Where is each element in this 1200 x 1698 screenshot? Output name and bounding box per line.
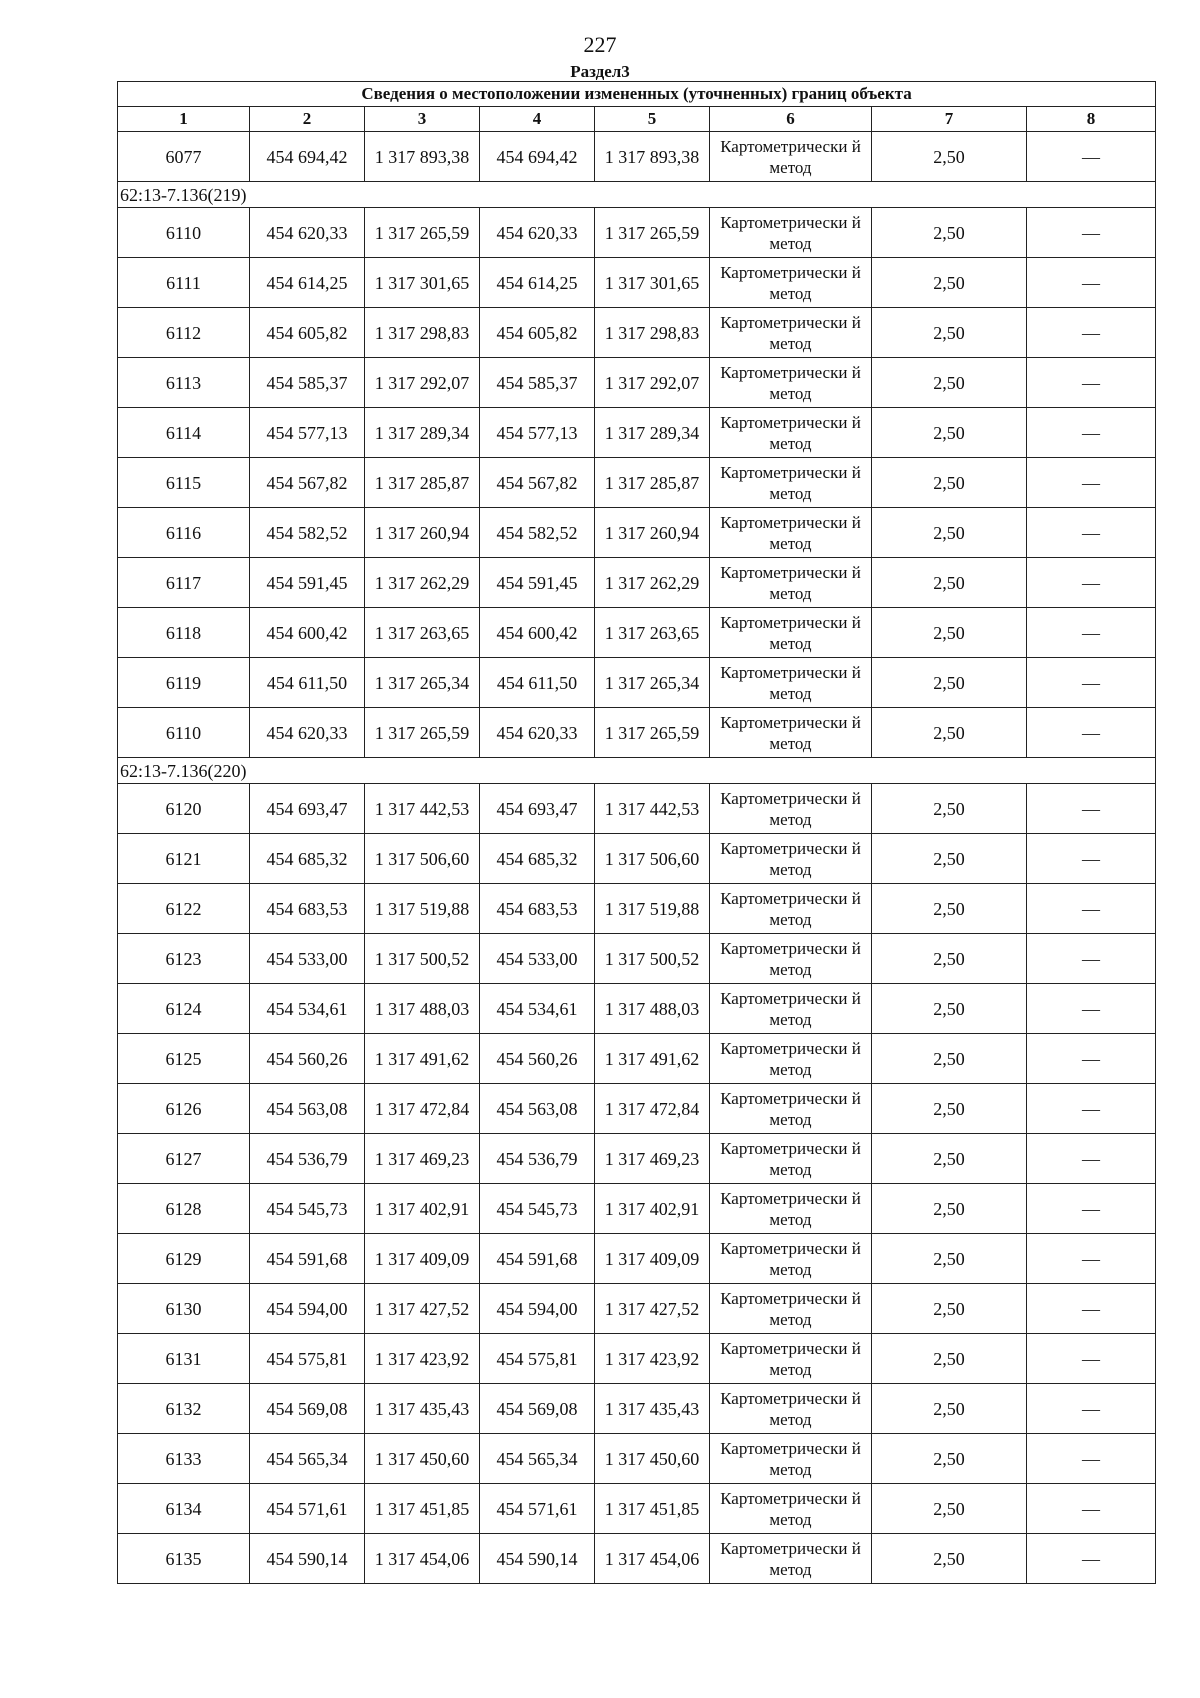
- point-number-cell: 6120: [118, 784, 250, 834]
- y-new-coord-cell: 1 317 298,83: [595, 308, 710, 358]
- point-number-cell: 6077: [118, 132, 250, 182]
- point-number-cell: 6131: [118, 1334, 250, 1384]
- method-cell: Картометрически й метод: [710, 208, 872, 258]
- method-cell: Картометрически й метод: [710, 1484, 872, 1534]
- y-coord-cell: 1 317 262,29: [365, 558, 480, 608]
- y-new-coord-cell: 1 317 506,60: [595, 834, 710, 884]
- method-cell: Картометрически й метод: [710, 1134, 872, 1184]
- y-coord-cell: 1 317 298,83: [365, 308, 480, 358]
- method-cell: Картометрически й метод: [710, 508, 872, 558]
- accuracy-cell: 2,50: [872, 658, 1027, 708]
- y-new-coord-cell: 1 317 301,65: [595, 258, 710, 308]
- point-number-cell: 6129: [118, 1234, 250, 1284]
- note-cell: —: [1027, 358, 1156, 408]
- header-row: [118, 107, 1156, 132]
- note-cell: —: [1027, 208, 1156, 258]
- point-number-cell: 6132: [118, 1384, 250, 1434]
- x-coord-cell: 454 565,34: [250, 1434, 365, 1484]
- accuracy-cell: 2,50: [872, 984, 1027, 1034]
- x-coord-cell: 454 585,37: [250, 358, 365, 408]
- method-cell: Картометрически й метод: [710, 1184, 872, 1234]
- table-row: [118, 658, 1156, 708]
- accuracy-cell: 2,50: [872, 1434, 1027, 1484]
- table-row: [118, 934, 1156, 984]
- y-new-coord-cell: 1 317 491,62: [595, 1034, 710, 1084]
- y-coord-cell: 1 317 260,94: [365, 508, 480, 558]
- table-row: [118, 132, 1156, 182]
- y-new-coord-cell: 1 317 454,06: [595, 1534, 710, 1584]
- accuracy-cell: 2,50: [872, 884, 1027, 934]
- table-row: [118, 1084, 1156, 1134]
- accuracy-cell: 2,50: [872, 608, 1027, 658]
- table-row: [118, 1334, 1156, 1384]
- accuracy-cell: 2,50: [872, 1334, 1027, 1384]
- x-coord-cell: 454 560,26: [250, 1034, 365, 1084]
- note-cell: —: [1027, 1234, 1156, 1284]
- table-row: [118, 258, 1156, 308]
- y-coord-cell: 1 317 427,52: [365, 1284, 480, 1334]
- x-new-coord-cell: 454 565,34: [480, 1434, 595, 1484]
- column-header: 2: [250, 107, 365, 132]
- method-cell: Картометрически й метод: [710, 258, 872, 308]
- column-header: 7: [872, 107, 1027, 132]
- method-cell: Картометрически й метод: [710, 658, 872, 708]
- x-coord-cell: 454 534,61: [250, 984, 365, 1034]
- column-header: 8: [1027, 107, 1156, 132]
- x-new-coord-cell: 454 590,14: [480, 1534, 595, 1584]
- x-new-coord-cell: 454 533,00: [480, 934, 595, 984]
- method-cell: Картометрически й метод: [710, 308, 872, 358]
- x-new-coord-cell: 454 571,61: [480, 1484, 595, 1534]
- x-new-coord-cell: 454 605,82: [480, 308, 595, 358]
- y-new-coord-cell: 1 317 260,94: [595, 508, 710, 558]
- accuracy-cell: 2,50: [872, 784, 1027, 834]
- x-coord-cell: 454 611,50: [250, 658, 365, 708]
- x-coord-cell: 454 693,47: [250, 784, 365, 834]
- y-coord-cell: 1 317 289,34: [365, 408, 480, 458]
- note-cell: —: [1027, 408, 1156, 458]
- group-label: 62:13-7.136(220): [118, 758, 1156, 784]
- table-row: [118, 1284, 1156, 1334]
- table-caption: Сведения о местоположении измененных (уточненных) границ объекта: [118, 82, 1156, 107]
- group-label: 62:13-7.136(219): [118, 182, 1156, 208]
- accuracy-cell: 2,50: [872, 1184, 1027, 1234]
- point-number-cell: 6111: [118, 258, 250, 308]
- note-cell: —: [1027, 1434, 1156, 1484]
- x-new-coord-cell: 454 569,08: [480, 1384, 595, 1434]
- x-coord-cell: 454 533,00: [250, 934, 365, 984]
- note-cell: —: [1027, 884, 1156, 934]
- note-cell: —: [1027, 834, 1156, 884]
- table-row: [118, 984, 1156, 1034]
- x-coord-cell: 454 694,42: [250, 132, 365, 182]
- table-row: [118, 784, 1156, 834]
- x-new-coord-cell: 454 563,08: [480, 1084, 595, 1134]
- section-title: Раздел3: [570, 62, 630, 81]
- x-coord-cell: 454 567,82: [250, 458, 365, 508]
- x-coord-cell: 454 591,45: [250, 558, 365, 608]
- x-new-coord-cell: 454 685,32: [480, 834, 595, 884]
- accuracy-cell: 2,50: [872, 934, 1027, 984]
- x-new-coord-cell: 454 575,81: [480, 1334, 595, 1384]
- x-coord-cell: 454 577,13: [250, 408, 365, 458]
- method-cell: Картометрически й метод: [710, 1084, 872, 1134]
- method-cell: Картометрически й метод: [710, 708, 872, 758]
- y-new-coord-cell: 1 317 263,65: [595, 608, 710, 658]
- accuracy-cell: 2,50: [872, 408, 1027, 458]
- point-number-cell: 6123: [118, 934, 250, 984]
- x-new-coord-cell: 454 536,79: [480, 1134, 595, 1184]
- x-new-coord-cell: 454 611,50: [480, 658, 595, 708]
- group-row: [118, 182, 1156, 208]
- note-cell: —: [1027, 708, 1156, 758]
- point-number-cell: 6116: [118, 508, 250, 558]
- y-coord-cell: 1 317 450,60: [365, 1434, 480, 1484]
- x-coord-cell: 454 683,53: [250, 884, 365, 934]
- y-new-coord-cell: 1 317 451,85: [595, 1484, 710, 1534]
- column-header: 6: [710, 107, 872, 132]
- point-number-cell: 6114: [118, 408, 250, 458]
- note-cell: —: [1027, 608, 1156, 658]
- accuracy-cell: 2,50: [872, 1484, 1027, 1534]
- y-new-coord-cell: 1 317 409,09: [595, 1234, 710, 1284]
- point-number-cell: 6121: [118, 834, 250, 884]
- y-coord-cell: 1 317 472,84: [365, 1084, 480, 1134]
- method-cell: Картометрически й метод: [710, 1384, 872, 1434]
- y-coord-cell: 1 317 409,09: [365, 1234, 480, 1284]
- point-number-cell: 6113: [118, 358, 250, 408]
- y-new-coord-cell: 1 317 265,34: [595, 658, 710, 708]
- y-coord-cell: 1 317 423,92: [365, 1334, 480, 1384]
- method-cell: Картометрически й метод: [710, 132, 872, 182]
- y-coord-cell: 1 317 893,38: [365, 132, 480, 182]
- y-coord-cell: 1 317 402,91: [365, 1184, 480, 1234]
- point-number-cell: 6125: [118, 1034, 250, 1084]
- x-coord-cell: 454 620,33: [250, 708, 365, 758]
- x-new-coord-cell: 454 683,53: [480, 884, 595, 934]
- y-new-coord-cell: 1 317 450,60: [595, 1434, 710, 1484]
- accuracy-cell: 2,50: [872, 1234, 1027, 1284]
- note-cell: —: [1027, 1284, 1156, 1334]
- y-new-coord-cell: 1 317 469,23: [595, 1134, 710, 1184]
- y-coord-cell: 1 317 265,59: [365, 208, 480, 258]
- point-number-cell: 6127: [118, 1134, 250, 1184]
- y-coord-cell: 1 317 454,06: [365, 1534, 480, 1584]
- method-cell: Картометрически й метод: [710, 1334, 872, 1384]
- y-new-coord-cell: 1 317 265,59: [595, 208, 710, 258]
- column-header: 1: [118, 107, 250, 132]
- table-row: [118, 1434, 1156, 1484]
- method-cell: Картометрически й метод: [710, 608, 872, 658]
- table-row: [118, 458, 1156, 508]
- method-cell: Картометрически й метод: [710, 1434, 872, 1484]
- note-cell: —: [1027, 1384, 1156, 1434]
- x-coord-cell: 454 600,42: [250, 608, 365, 658]
- accuracy-cell: 2,50: [872, 708, 1027, 758]
- table-row: [118, 408, 1156, 458]
- point-number-cell: 6128: [118, 1184, 250, 1234]
- note-cell: —: [1027, 558, 1156, 608]
- method-cell: Картометрически й метод: [710, 784, 872, 834]
- note-cell: —: [1027, 658, 1156, 708]
- x-coord-cell: 454 594,00: [250, 1284, 365, 1334]
- x-new-coord-cell: 454 545,73: [480, 1184, 595, 1234]
- point-number-cell: 6124: [118, 984, 250, 1034]
- y-coord-cell: 1 317 435,43: [365, 1384, 480, 1434]
- table-row: [118, 1134, 1156, 1184]
- boundary-table: [117, 81, 1156, 1584]
- y-new-coord-cell: 1 317 472,84: [595, 1084, 710, 1134]
- note-cell: —: [1027, 1534, 1156, 1584]
- y-coord-cell: 1 317 506,60: [365, 834, 480, 884]
- x-coord-cell: 454 575,81: [250, 1334, 365, 1384]
- x-coord-cell: 454 545,73: [250, 1184, 365, 1234]
- method-cell: Картометрически й метод: [710, 458, 872, 508]
- y-coord-cell: 1 317 301,65: [365, 258, 480, 308]
- method-cell: Картометрически й метод: [710, 884, 872, 934]
- note-cell: —: [1027, 458, 1156, 508]
- x-coord-cell: 454 571,61: [250, 1484, 365, 1534]
- x-coord-cell: 454 582,52: [250, 508, 365, 558]
- point-number-cell: 6115: [118, 458, 250, 508]
- method-cell: Картометрически й метод: [710, 1034, 872, 1084]
- y-new-coord-cell: 1 317 427,52: [595, 1284, 710, 1334]
- accuracy-cell: 2,50: [872, 1134, 1027, 1184]
- table-row: [118, 608, 1156, 658]
- y-new-coord-cell: 1 317 402,91: [595, 1184, 710, 1234]
- method-cell: Картометрически й метод: [710, 984, 872, 1034]
- accuracy-cell: 2,50: [872, 132, 1027, 182]
- x-coord-cell: 454 685,32: [250, 834, 365, 884]
- accuracy-cell: 2,50: [872, 1034, 1027, 1084]
- accuracy-cell: 2,50: [872, 1284, 1027, 1334]
- table-row: [118, 1034, 1156, 1084]
- x-new-coord-cell: 454 591,68: [480, 1234, 595, 1284]
- point-number-cell: 6112: [118, 308, 250, 358]
- method-cell: Картометрически й метод: [710, 558, 872, 608]
- y-new-coord-cell: 1 317 262,29: [595, 558, 710, 608]
- accuracy-cell: 2,50: [872, 1534, 1027, 1584]
- accuracy-cell: 2,50: [872, 308, 1027, 358]
- column-header: 4: [480, 107, 595, 132]
- note-cell: —: [1027, 784, 1156, 834]
- table-row: [118, 558, 1156, 608]
- point-number-cell: 6135: [118, 1534, 250, 1584]
- x-new-coord-cell: 454 614,25: [480, 258, 595, 308]
- x-coord-cell: 454 605,82: [250, 308, 365, 358]
- point-number-cell: 6126: [118, 1084, 250, 1134]
- point-number-cell: 6134: [118, 1484, 250, 1534]
- table-row: [118, 1234, 1156, 1284]
- accuracy-cell: 2,50: [872, 834, 1027, 884]
- note-cell: —: [1027, 984, 1156, 1034]
- x-new-coord-cell: 454 560,26: [480, 1034, 595, 1084]
- note-cell: —: [1027, 258, 1156, 308]
- column-header: 3: [365, 107, 480, 132]
- x-new-coord-cell: 454 594,00: [480, 1284, 595, 1334]
- accuracy-cell: 2,50: [872, 558, 1027, 608]
- method-cell: Картометрически й метод: [710, 934, 872, 984]
- table-row: [118, 1484, 1156, 1534]
- y-coord-cell: 1 317 491,62: [365, 1034, 480, 1084]
- point-number-cell: 6130: [118, 1284, 250, 1334]
- x-coord-cell: 454 591,68: [250, 1234, 365, 1284]
- method-cell: Картометрически й метод: [710, 358, 872, 408]
- x-coord-cell: 454 590,14: [250, 1534, 365, 1584]
- y-new-coord-cell: 1 317 500,52: [595, 934, 710, 984]
- point-number-cell: 6133: [118, 1434, 250, 1484]
- y-new-coord-cell: 1 317 292,07: [595, 358, 710, 408]
- x-new-coord-cell: 454 585,37: [480, 358, 595, 408]
- accuracy-cell: 2,50: [872, 208, 1027, 258]
- group-row: [118, 758, 1156, 784]
- note-cell: —: [1027, 308, 1156, 358]
- x-coord-cell: 454 569,08: [250, 1384, 365, 1434]
- x-new-coord-cell: 454 620,33: [480, 708, 595, 758]
- accuracy-cell: 2,50: [872, 508, 1027, 558]
- point-number-cell: 6118: [118, 608, 250, 658]
- y-coord-cell: 1 317 519,88: [365, 884, 480, 934]
- table-row: [118, 1384, 1156, 1434]
- method-cell: Картометрически й метод: [710, 408, 872, 458]
- x-new-coord-cell: 454 620,33: [480, 208, 595, 258]
- note-cell: —: [1027, 132, 1156, 182]
- table-row: [118, 1534, 1156, 1584]
- y-new-coord-cell: 1 317 488,03: [595, 984, 710, 1034]
- y-coord-cell: 1 317 451,85: [365, 1484, 480, 1534]
- table-row: [118, 308, 1156, 358]
- point-number-cell: 6122: [118, 884, 250, 934]
- note-cell: —: [1027, 1084, 1156, 1134]
- accuracy-cell: 2,50: [872, 358, 1027, 408]
- x-new-coord-cell: 454 694,42: [480, 132, 595, 182]
- note-cell: —: [1027, 1484, 1156, 1534]
- y-new-coord-cell: 1 317 435,43: [595, 1384, 710, 1434]
- y-new-coord-cell: 1 317 285,87: [595, 458, 710, 508]
- note-cell: —: [1027, 508, 1156, 558]
- y-new-coord-cell: 1 317 519,88: [595, 884, 710, 934]
- y-coord-cell: 1 317 265,34: [365, 658, 480, 708]
- x-coord-cell: 454 614,25: [250, 258, 365, 308]
- method-cell: Картометрически й метод: [710, 1534, 872, 1584]
- column-header: 5: [595, 107, 710, 132]
- point-number-cell: 6110: [118, 708, 250, 758]
- point-number-cell: 6119: [118, 658, 250, 708]
- table-row: [118, 358, 1156, 408]
- x-new-coord-cell: 454 577,13: [480, 408, 595, 458]
- accuracy-cell: 2,50: [872, 1084, 1027, 1134]
- table-row: [118, 834, 1156, 884]
- x-new-coord-cell: 454 534,61: [480, 984, 595, 1034]
- y-coord-cell: 1 317 500,52: [365, 934, 480, 984]
- x-coord-cell: 454 536,79: [250, 1134, 365, 1184]
- x-new-coord-cell: 454 693,47: [480, 784, 595, 834]
- table-row: [118, 208, 1156, 258]
- y-new-coord-cell: 1 317 423,92: [595, 1334, 710, 1384]
- x-coord-cell: 454 620,33: [250, 208, 365, 258]
- note-cell: —: [1027, 934, 1156, 984]
- accuracy-cell: 2,50: [872, 458, 1027, 508]
- y-coord-cell: 1 317 488,03: [365, 984, 480, 1034]
- y-coord-cell: 1 317 263,65: [365, 608, 480, 658]
- page-number: 227: [583, 32, 617, 57]
- y-coord-cell: 1 317 442,53: [365, 784, 480, 834]
- y-new-coord-cell: 1 317 289,34: [595, 408, 710, 458]
- y-new-coord-cell: 1 317 893,38: [595, 132, 710, 182]
- x-new-coord-cell: 454 600,42: [480, 608, 595, 658]
- method-cell: Картометрически й метод: [710, 834, 872, 884]
- note-cell: —: [1027, 1184, 1156, 1234]
- table-row: [118, 884, 1156, 934]
- y-coord-cell: 1 317 469,23: [365, 1134, 480, 1184]
- y-coord-cell: 1 317 265,59: [365, 708, 480, 758]
- table-row: [118, 1184, 1156, 1234]
- y-new-coord-cell: 1 317 265,59: [595, 708, 710, 758]
- table-row: [118, 508, 1156, 558]
- note-cell: —: [1027, 1034, 1156, 1084]
- note-cell: —: [1027, 1334, 1156, 1384]
- y-new-coord-cell: 1 317 442,53: [595, 784, 710, 834]
- accuracy-cell: 2,50: [872, 258, 1027, 308]
- point-number-cell: 6110: [118, 208, 250, 258]
- x-new-coord-cell: 454 567,82: [480, 458, 595, 508]
- note-cell: —: [1027, 1134, 1156, 1184]
- y-coord-cell: 1 317 292,07: [365, 358, 480, 408]
- x-coord-cell: 454 563,08: [250, 1084, 365, 1134]
- accuracy-cell: 2,50: [872, 1384, 1027, 1434]
- x-new-coord-cell: 454 582,52: [480, 508, 595, 558]
- method-cell: Картометрически й метод: [710, 1234, 872, 1284]
- y-coord-cell: 1 317 285,87: [365, 458, 480, 508]
- table-row: [118, 708, 1156, 758]
- method-cell: Картометрически й метод: [710, 1284, 872, 1334]
- point-number-cell: 6117: [118, 558, 250, 608]
- x-new-coord-cell: 454 591,45: [480, 558, 595, 608]
